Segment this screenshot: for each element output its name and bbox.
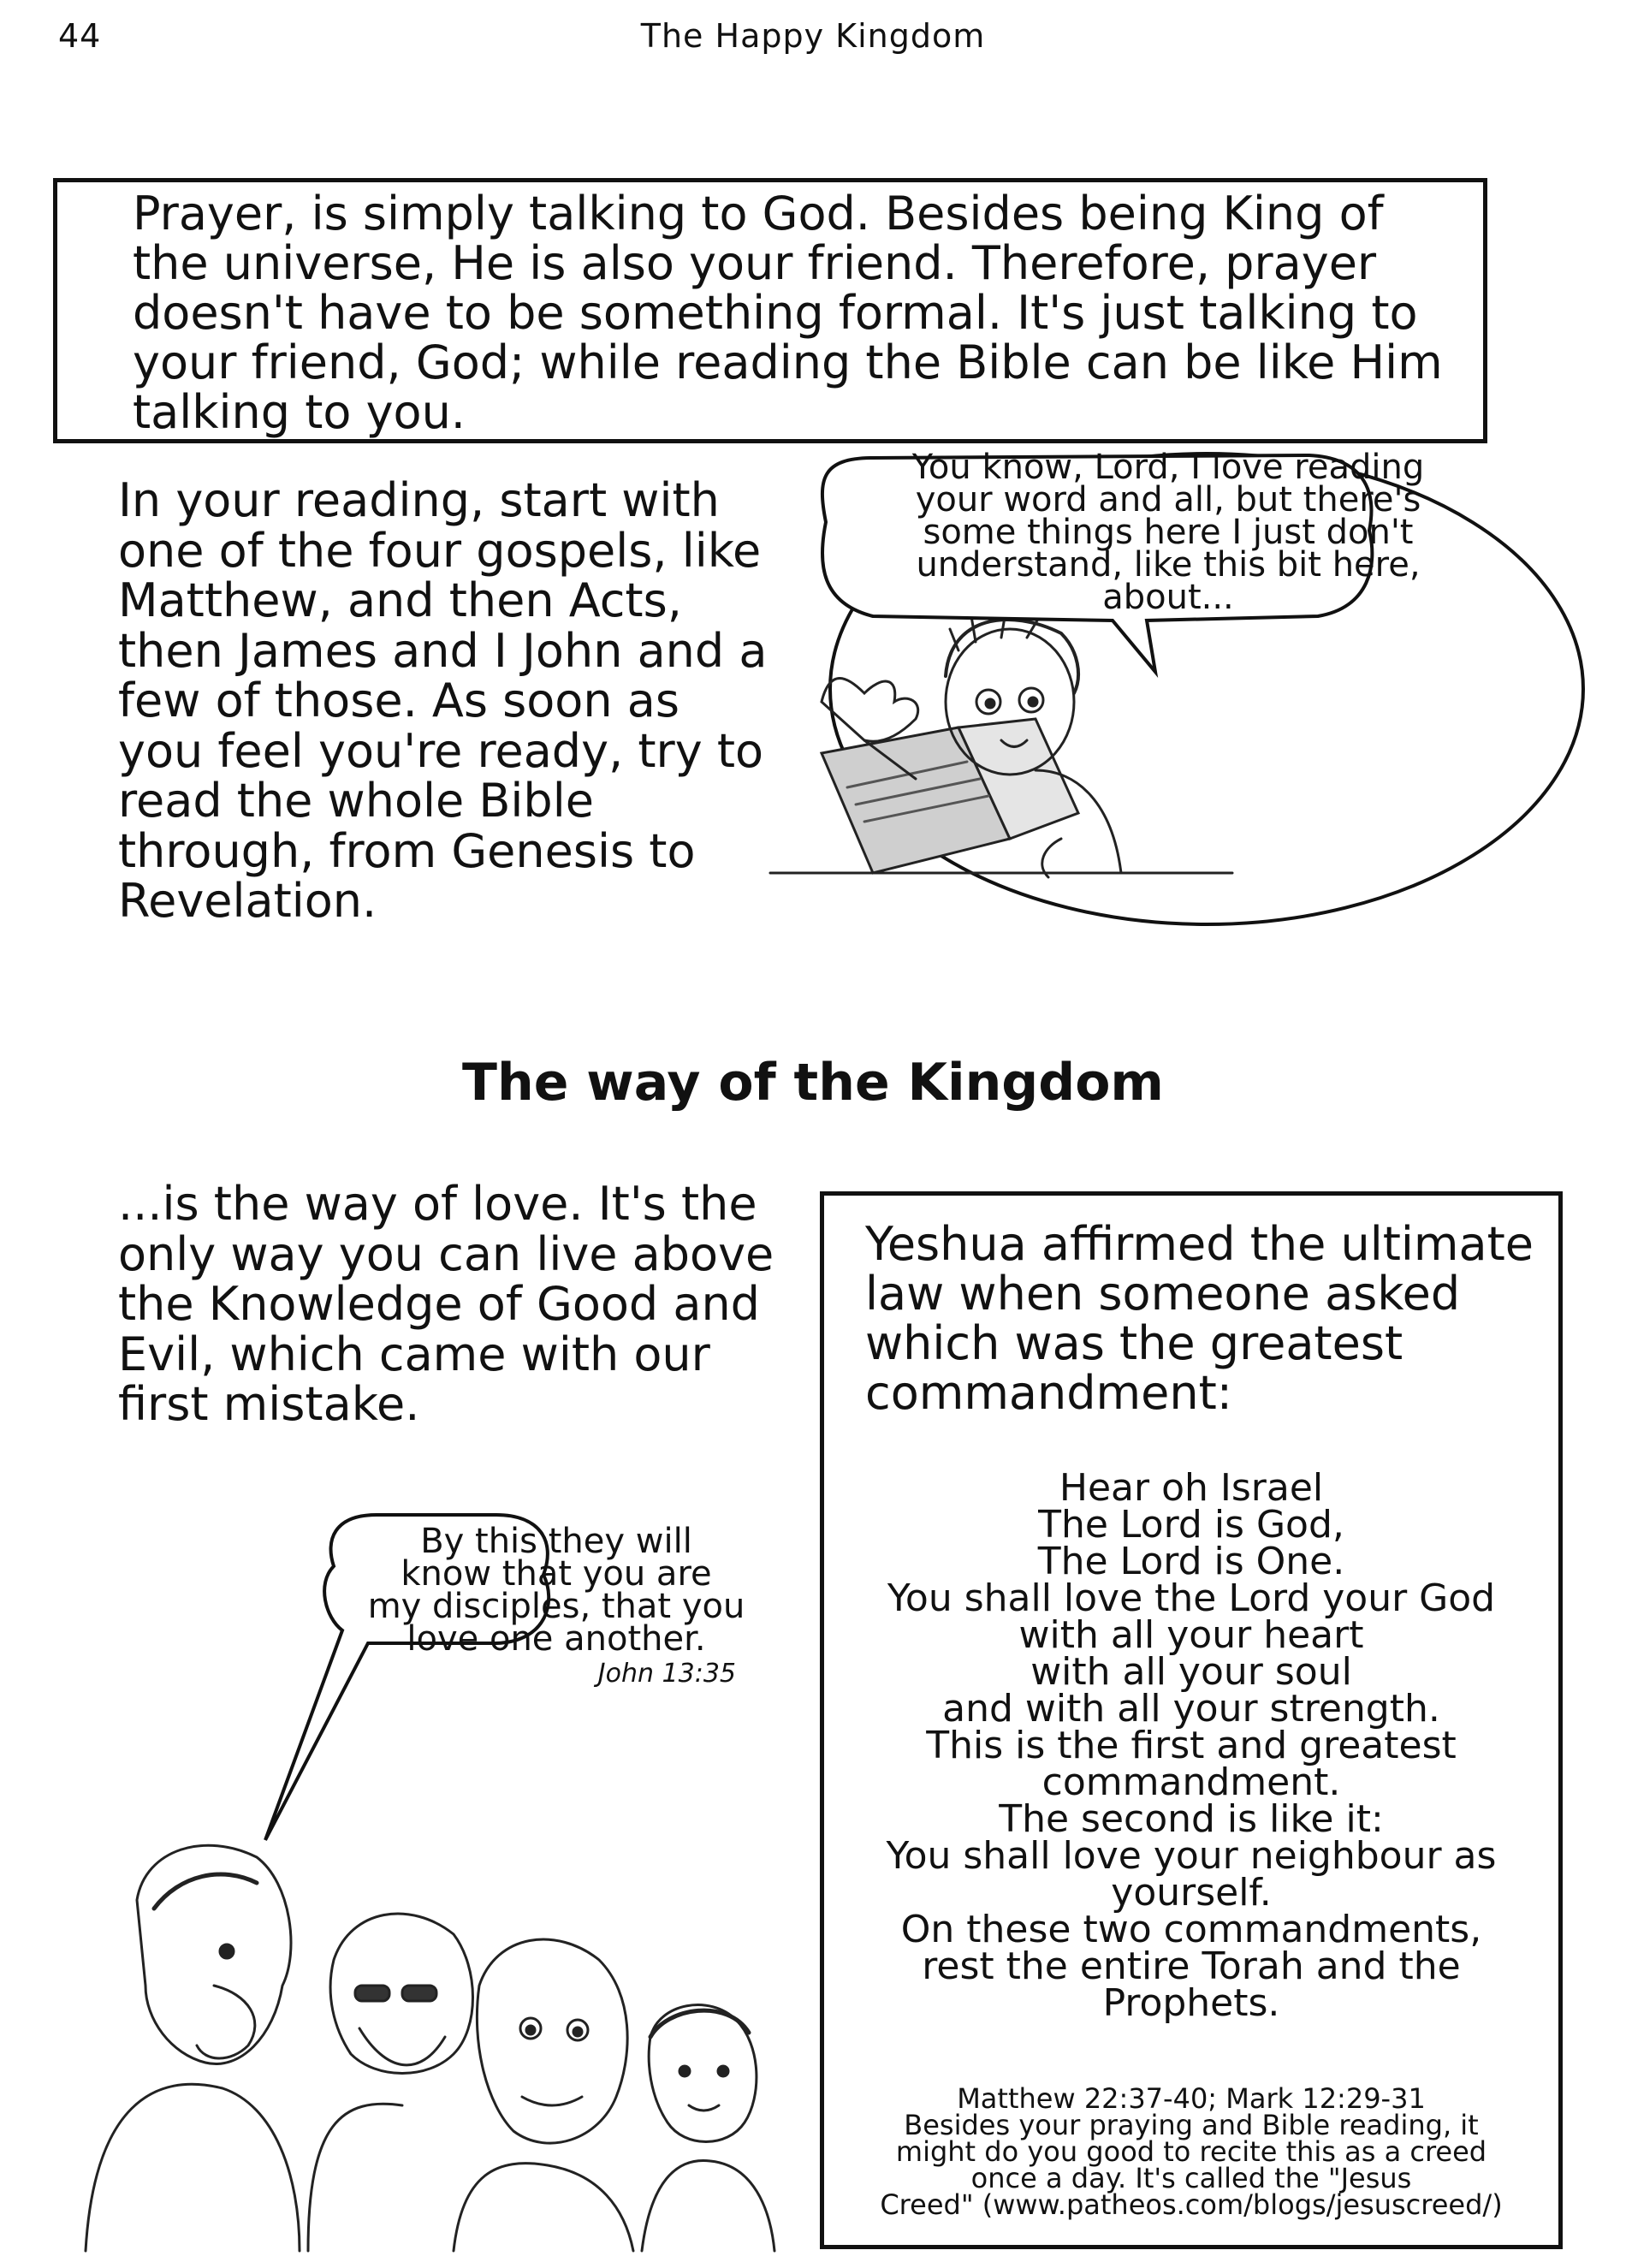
greatest-commandment-box (820, 1191, 1563, 2249)
speech-line: know that you are (401, 1554, 712, 1594)
speech-line: By this they will (420, 1522, 692, 1561)
reference-line: once a day. It's called the "Jesus (970, 2162, 1412, 2194)
speech-line: understand, like this bit here, (916, 545, 1421, 585)
speech-line: You know, Lord, I love reading (911, 448, 1425, 487)
reference-line: Besides your praying and Bible reading, it (904, 2109, 1479, 2141)
creed-line: with all your soul (1030, 1650, 1352, 1694)
creed-text (824, 1466, 1558, 2025)
reference-line: might do you good to recite this as a creed (895, 2135, 1487, 2168)
disciples-speech-bubble (325, 1522, 787, 1689)
creed-line: Hear oh Israel (1059, 1466, 1324, 1510)
prayer-text-box (53, 178, 1487, 443)
reading-paragraph: In your reading, start with one of the four gospels, like Matthew, and then Acts, then James and I John and a few of those. As soon as you feel you're ready, try to read the whole Bible through, from Genesis to Revelation. (118, 473, 768, 928)
speech-line: some things here I just don't (923, 513, 1414, 552)
creed-line: This is the first and greatest (926, 1724, 1457, 1767)
creed-line: and with all your strength. (942, 1687, 1440, 1731)
reference-line: Matthew 22:37-40; Mark 12:29-31 (957, 2082, 1426, 2115)
disciples-figures-sketch (86, 1845, 774, 2251)
page-number: 44 (58, 17, 102, 55)
speech-line: your word and all, but there's (915, 480, 1421, 520)
love-paragraph: ...is the way of love. It's the only way you can live above the Knowledge of Good and Evil, which came with our first mistake. (118, 1177, 774, 1431)
creed-line: On these two commandments, (900, 1908, 1482, 1951)
creed-line: You shall love your neighbour as (886, 1834, 1497, 1878)
creed-line: yourself. (1111, 1871, 1272, 1915)
reader-speech-text (834, 448, 1502, 617)
speech-line: love one another. (406, 1619, 706, 1659)
prayer-text: Prayer, is simply talking to God. Besides being King of the universe, He is also your friend. Therefore, prayer doesn't have to be something formal. It's just talking to your friend, God; while reading the Bible can be like Him talking to you. (133, 187, 1443, 439)
reader-speech-bubble (834, 448, 1502, 617)
section-title: The way of the Kingdom (462, 1053, 1164, 1113)
running-title: The Happy Kingdom (640, 17, 986, 55)
creed-line: rest the entire Torah and the (922, 1944, 1461, 1988)
creed-line: Prophets. (1102, 1981, 1280, 2025)
creed-line: The Lord is One. (1037, 1540, 1345, 1583)
creed-line: The second is like it: (999, 1797, 1384, 1841)
disciples-citation: John 13:35 (597, 1659, 736, 1689)
disciples-speech-text (325, 1522, 787, 1659)
speech-line: about... (1102, 578, 1234, 617)
creed-line: You shall love the Lord your God (887, 1576, 1496, 1620)
creed-line: with all your heart (1018, 1613, 1364, 1657)
speech-line: my disciples, that you (367, 1587, 745, 1626)
creed-line: The Lord is God, (1038, 1503, 1344, 1547)
scripture-reference-note (824, 2082, 1558, 2221)
creed-line: commandment. (1041, 1760, 1341, 1804)
law-intro-text: Yeshua affirmed the ultimate law when someone asked which was the greatest commandment: (865, 1217, 1534, 1420)
reference-line: Creed" (www.patheos.com/blogs/jesuscreed/) (880, 2188, 1503, 2221)
